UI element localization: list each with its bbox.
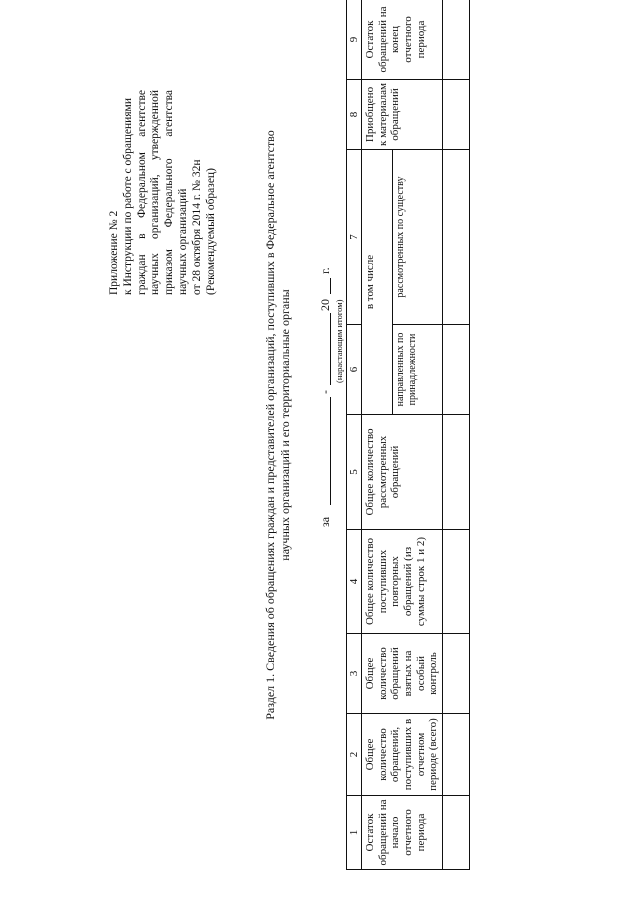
appendix-line: (Рекомендуемый образец) bbox=[204, 168, 217, 295]
header-cell: Общее количество обращений, поступивших в отчетном периоде (всего) bbox=[362, 714, 443, 796]
header-cell: Остаток обращений на конец отчетного периода bbox=[362, 0, 443, 80]
data-cell bbox=[442, 796, 469, 870]
data-cell bbox=[442, 530, 469, 634]
section-title-line: Раздел 1. Сведения об обращениях граждан и представителей организаций, поступивших в Федеральное агентство bbox=[263, 130, 277, 720]
appendix-word: граждан bbox=[135, 254, 148, 295]
appendix-line: к Инструкции по работе с обращениями bbox=[121, 98, 134, 295]
appendix-word: утвержденной bbox=[149, 90, 162, 161]
appendix-word: организаций, bbox=[149, 174, 162, 239]
header-cell: Общее количество рассмотренных обращений bbox=[362, 415, 443, 530]
column-number: 6 bbox=[347, 325, 362, 415]
header-cell: Общее количество поступивших повторных обращений (из суммы строк 1 и 2) bbox=[362, 530, 443, 634]
appendix-word: приказом bbox=[163, 249, 176, 295]
appendix-line bbox=[163, 90, 177, 295]
report-table bbox=[346, 0, 470, 870]
column-number: 3 bbox=[347, 634, 362, 714]
header-cell: Приобщено к материалам обращений bbox=[362, 80, 443, 150]
period-year-blank bbox=[330, 278, 331, 294]
column-number: 1 bbox=[347, 796, 362, 870]
appendix-word: Федеральном bbox=[135, 152, 148, 219]
data-cell bbox=[442, 634, 469, 714]
period-start-blank bbox=[330, 397, 331, 505]
subheader-cell: направленных по принадлежности bbox=[393, 325, 443, 415]
appendix-word: агентстве bbox=[135, 90, 148, 137]
appendix-word: в bbox=[135, 233, 148, 239]
column-number: 9 bbox=[347, 0, 362, 80]
section-title-line: научных организаций и его территориальные органы bbox=[278, 289, 292, 561]
appendix-line: научных организаций bbox=[176, 188, 189, 295]
appendix-line bbox=[136, 90, 150, 295]
data-cell bbox=[442, 415, 469, 530]
header-row bbox=[362, 0, 393, 870]
appendix-word: Федерального bbox=[163, 158, 176, 228]
data-cell bbox=[442, 150, 469, 325]
appendix-block bbox=[108, 90, 218, 295]
appendix-line: от 28 октября 2014 г. № 32н bbox=[190, 159, 203, 295]
column-number: 5 bbox=[347, 415, 362, 530]
appendix-word: агентства bbox=[163, 90, 176, 137]
appendix-line bbox=[149, 90, 163, 295]
header-group-cell: в том числе bbox=[362, 150, 393, 415]
header-cell: Общее количество обращений взятых на особый контроль bbox=[362, 634, 443, 714]
data-cell bbox=[442, 80, 469, 150]
period-year-suffix: г. bbox=[318, 267, 332, 274]
section-title bbox=[263, 25, 293, 825]
column-number: 8 bbox=[347, 80, 362, 150]
column-number: 2 bbox=[347, 714, 362, 796]
period-dash: - bbox=[318, 390, 332, 394]
data-cell bbox=[442, 325, 469, 415]
header-cell: Остаток обращений на начало отчетного периода bbox=[362, 796, 443, 870]
column-number-row bbox=[347, 0, 362, 870]
column-number: 4 bbox=[347, 530, 362, 634]
appendix-line: Приложение № 2 bbox=[108, 210, 120, 295]
period-prefix: за bbox=[318, 516, 332, 527]
period-note: (нарастающим итогом) bbox=[334, 299, 344, 383]
reporting-period bbox=[316, 235, 344, 535]
data-row bbox=[442, 0, 469, 870]
subheader-cell: рассмотренных по существу bbox=[393, 150, 443, 325]
appendix-word: научных bbox=[149, 253, 162, 295]
data-cell bbox=[442, 714, 469, 796]
column-number: 7 bbox=[347, 150, 362, 325]
data-cell bbox=[442, 0, 469, 80]
period-year-prefix: 20 bbox=[318, 299, 332, 311]
period-end-blank bbox=[330, 313, 331, 385]
